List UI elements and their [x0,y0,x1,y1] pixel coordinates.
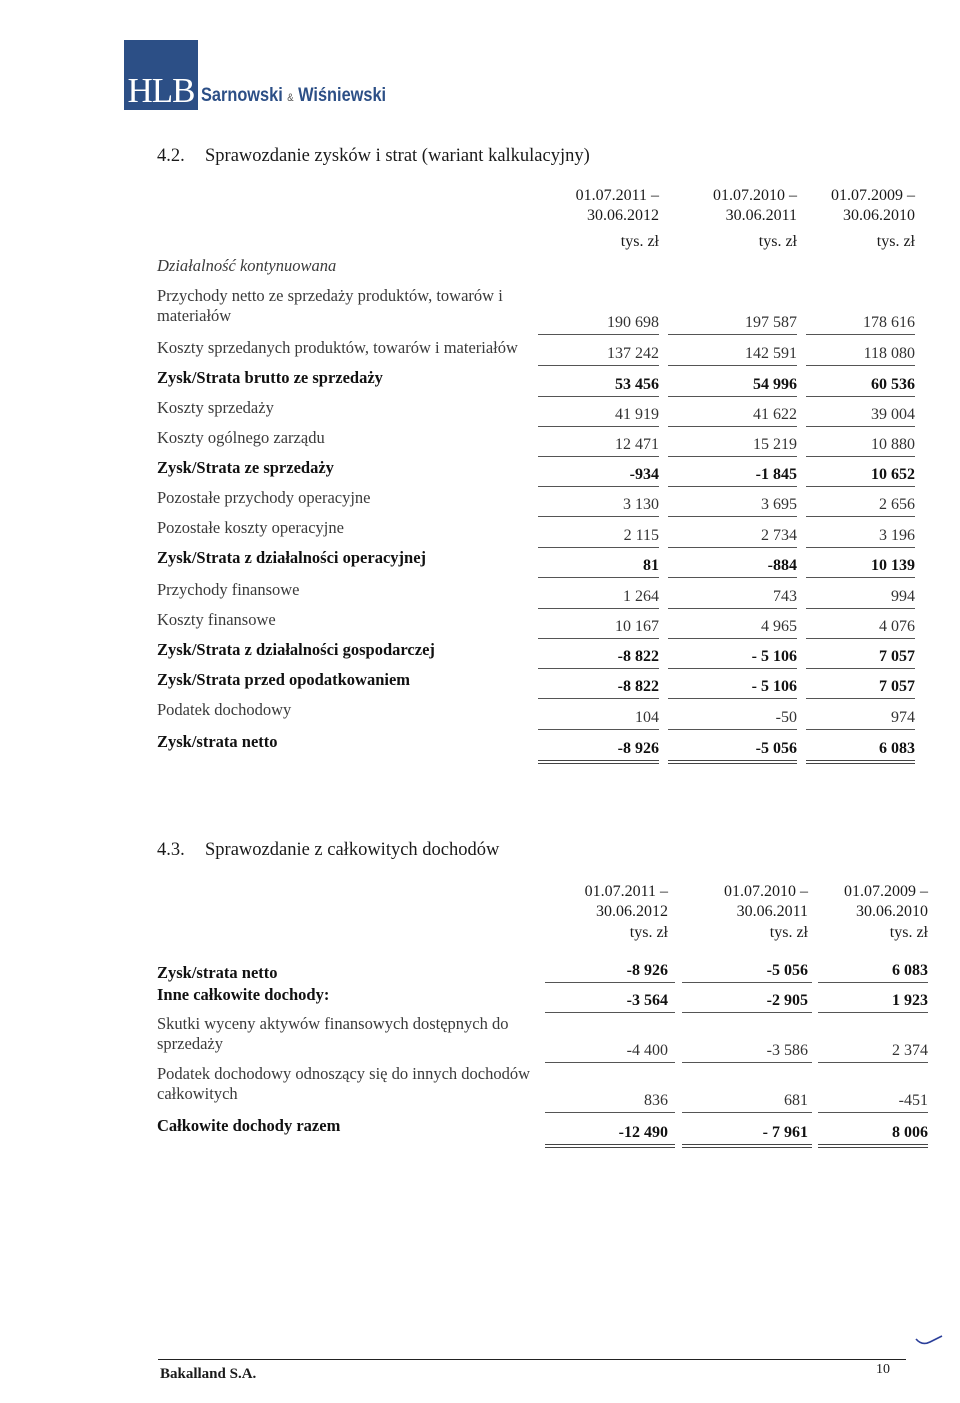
row-underline [806,698,915,699]
row-value: - 7 961 [762,1124,808,1141]
row-underline [538,547,659,548]
row-underline [806,334,915,335]
row-underline [668,729,797,730]
row-label: Całkowite dochody razem [157,1116,341,1135]
row-value: 3 130 [623,496,659,513]
row-label: Zysk/Strata ze sprzedaży [157,458,334,477]
row-value: 12 471 [615,436,659,453]
row-underline [668,365,797,366]
row-value: -50 [775,709,797,726]
row-underline [545,1012,675,1013]
row-value: 2 115 [623,527,659,544]
row-value: -8 926 [626,962,668,979]
row-value: -5 056 [755,740,797,757]
row-label: Zysk/strata netto [157,732,278,751]
row-underline [538,456,659,457]
row-underline [682,1062,812,1063]
subheading-continuing-operations: Działalność kontynuowana [157,256,337,275]
row-underline [538,698,659,699]
row-value: 2 734 [761,527,797,544]
row-label: Zysk/strata netto [157,963,278,982]
page-number: 10 [876,1362,890,1377]
row-underline [668,760,797,764]
row-label: Koszty ogólnego zarządu [157,428,325,447]
row-label: Koszty sprzedanych produktów, towarów i materiałów [157,338,518,357]
row-value: -884 [767,557,797,574]
row-value: -3 586 [766,1042,808,1059]
column-unit: tys. zł [629,924,668,941]
row-value: 104 [635,709,659,726]
row-underline [538,516,659,517]
row-value: 10 139 [871,557,915,574]
row-value: 2 656 [879,496,915,513]
row-value: 178 616 [863,314,915,331]
row-underline [538,486,659,487]
row-underline [806,426,915,427]
row-value: -3 564 [626,992,668,1009]
row-label: Koszty finansowe [157,610,276,629]
row-underline [806,516,915,517]
row-underline [818,1012,928,1013]
column-header-period: 01.07.2009 – [831,187,915,204]
row-label: Koszty sprzedaży [157,398,274,417]
row-underline [668,608,797,609]
row-underline [538,334,659,335]
row-value: 118 080 [863,345,915,362]
row-value: 974 [891,709,915,726]
row-value: 10 652 [871,466,915,483]
row-underline [545,1112,675,1113]
row-underline [668,577,797,578]
row-underline [538,638,659,639]
row-value: 681 [784,1092,808,1109]
row-value: 836 [644,1092,668,1109]
row-value: - 5 106 [751,678,797,695]
row-underline [818,1062,928,1063]
row-value: -5 056 [766,962,808,979]
row-underline [682,1012,812,1013]
row-underline [538,729,659,730]
column-unit: tys. zł [889,924,928,941]
row-label-continued: sprzedaży [157,1034,223,1053]
row-value: 54 996 [753,376,797,393]
row-value: -2 905 [766,992,808,1009]
row-underline [806,547,915,548]
column-header-period-end: 30.06.2010 [856,903,928,920]
row-label: Zysk/Strata z działalności operacyjnej [157,548,427,567]
row-value: 1 264 [623,588,659,605]
row-value: -4 400 [626,1042,668,1059]
column-unit: tys. zł [758,233,797,250]
row-underline [806,760,915,764]
row-label: Skutki wyceny aktywów finansowych dostępnych do [157,1014,509,1033]
row-underline [806,638,915,639]
row-underline [538,608,659,609]
row-underline [818,1112,928,1113]
row-value: 41 919 [615,406,659,423]
column-header-period-end: 30.06.2012 [596,903,668,920]
row-underline [806,668,915,669]
row-label-continued: materiałów [157,306,232,325]
row-label: Zysk/Strata przed opodatkowaniem [157,670,411,689]
row-underline [545,982,675,983]
row-value: 3 695 [761,496,797,513]
section-4-3-title: 4.3. Sprawozdanie z całkowitych dochodów [157,840,500,860]
row-underline [806,396,915,397]
row-value: 197 587 [745,314,797,331]
signature-mark [914,1330,944,1348]
row-value: 190 698 [607,314,659,331]
row-value: 137 242 [607,345,659,362]
row-value: 743 [773,588,797,605]
column-header-period-end: 30.06.2012 [587,207,659,224]
row-underline [682,1144,812,1148]
row-underline [545,1144,675,1148]
row-label: Pozostałe przychody operacyjne [157,488,371,507]
row-underline [668,516,797,517]
row-underline [668,426,797,427]
row-value: 7 057 [879,678,915,695]
row-label: Zysk/Strata z działalności gospodarczej [157,640,435,659]
row-label: Przychody finansowe [157,580,300,599]
row-underline [668,668,797,669]
row-value: 7 057 [879,648,915,665]
row-value: - 5 106 [751,648,797,665]
row-underline [806,608,915,609]
row-underline [668,698,797,699]
column-header-period-end: 30.06.2011 [736,903,808,920]
logo-mark: HLB [124,40,198,110]
row-value: -934 [629,466,659,483]
section-4-2-title: 4.2. Sprawozdanie zysków i strat (wariant kalkulacyjny) [157,146,590,166]
row-underline [668,547,797,548]
column-header-period: 01.07.2010 – [713,187,797,204]
column-header-period: 01.07.2011 – [575,187,659,204]
row-value: 53 456 [615,376,659,393]
row-underline [818,982,928,983]
column-header-period-end: 30.06.2010 [843,207,915,224]
row-value: 41 622 [753,406,797,423]
row-underline [806,456,915,457]
footer-company: Bakalland S.A. [160,1366,257,1382]
row-underline [818,1144,928,1148]
row-value: -12 490 [618,1124,668,1141]
row-value: 60 536 [871,376,915,393]
row-underline [538,577,659,578]
row-value: 1 923 [892,992,928,1009]
row-underline [668,638,797,639]
row-label: Podatek dochodowy [157,700,292,719]
row-value: 81 [643,557,659,574]
column-header-period: 01.07.2009 – [844,883,928,900]
row-value: -8 822 [617,648,659,665]
row-underline [806,577,915,578]
column-unit: tys. zł [876,233,915,250]
row-value: 142 591 [745,345,797,362]
column-header-period: 01.07.2011 – [584,883,668,900]
row-label: Inne całkowite dochody: [157,985,330,1004]
row-label: Podatek dochodowy odnoszący się do innych dochodów [157,1064,531,1083]
row-value: 10 880 [871,436,915,453]
row-underline [682,982,812,983]
row-value: 6 083 [892,962,928,979]
row-underline [538,365,659,366]
row-value: 4 076 [879,618,915,635]
row-value: -1 845 [755,466,797,483]
row-underline [806,486,915,487]
row-underline [682,1112,812,1113]
row-value: 8 006 [892,1124,928,1141]
row-value: -451 [898,1092,928,1109]
row-label: Przychody netto ze sprzedaży produktów, towarów i [157,286,503,305]
footer-divider [158,1359,906,1360]
row-underline [806,729,915,730]
row-underline [668,486,797,487]
row-underline [806,365,915,366]
column-header-period: 01.07.2010 – [724,883,808,900]
row-underline [668,456,797,457]
row-label: Zysk/Strata brutto ze sprzedaży [157,368,383,387]
row-underline [538,426,659,427]
row-underline [668,334,797,335]
row-underline [538,668,659,669]
logo-wordmark: Sarnowski & Wiśniewski [201,85,387,106]
row-underline [538,760,659,764]
row-value: 6 083 [879,740,915,757]
row-underline [538,396,659,397]
row-value: 10 167 [615,618,659,635]
row-value: -8 926 [617,740,659,757]
row-value: -8 822 [617,678,659,695]
row-value: 994 [891,588,915,605]
row-value: 3 196 [879,527,915,544]
row-label-continued: całkowitych [157,1084,238,1103]
row-value: 15 219 [753,436,797,453]
row-value: 39 004 [871,406,915,423]
row-value: 2 374 [892,1042,928,1059]
column-unit: tys. zł [769,924,808,941]
row-underline [668,396,797,397]
column-header-period-end: 30.06.2011 [725,207,797,224]
row-label: Pozostałe koszty operacyjne [157,518,344,537]
row-value: 4 965 [761,618,797,635]
firm-logo [124,40,416,110]
row-underline [545,1062,675,1063]
column-unit: tys. zł [620,233,659,250]
